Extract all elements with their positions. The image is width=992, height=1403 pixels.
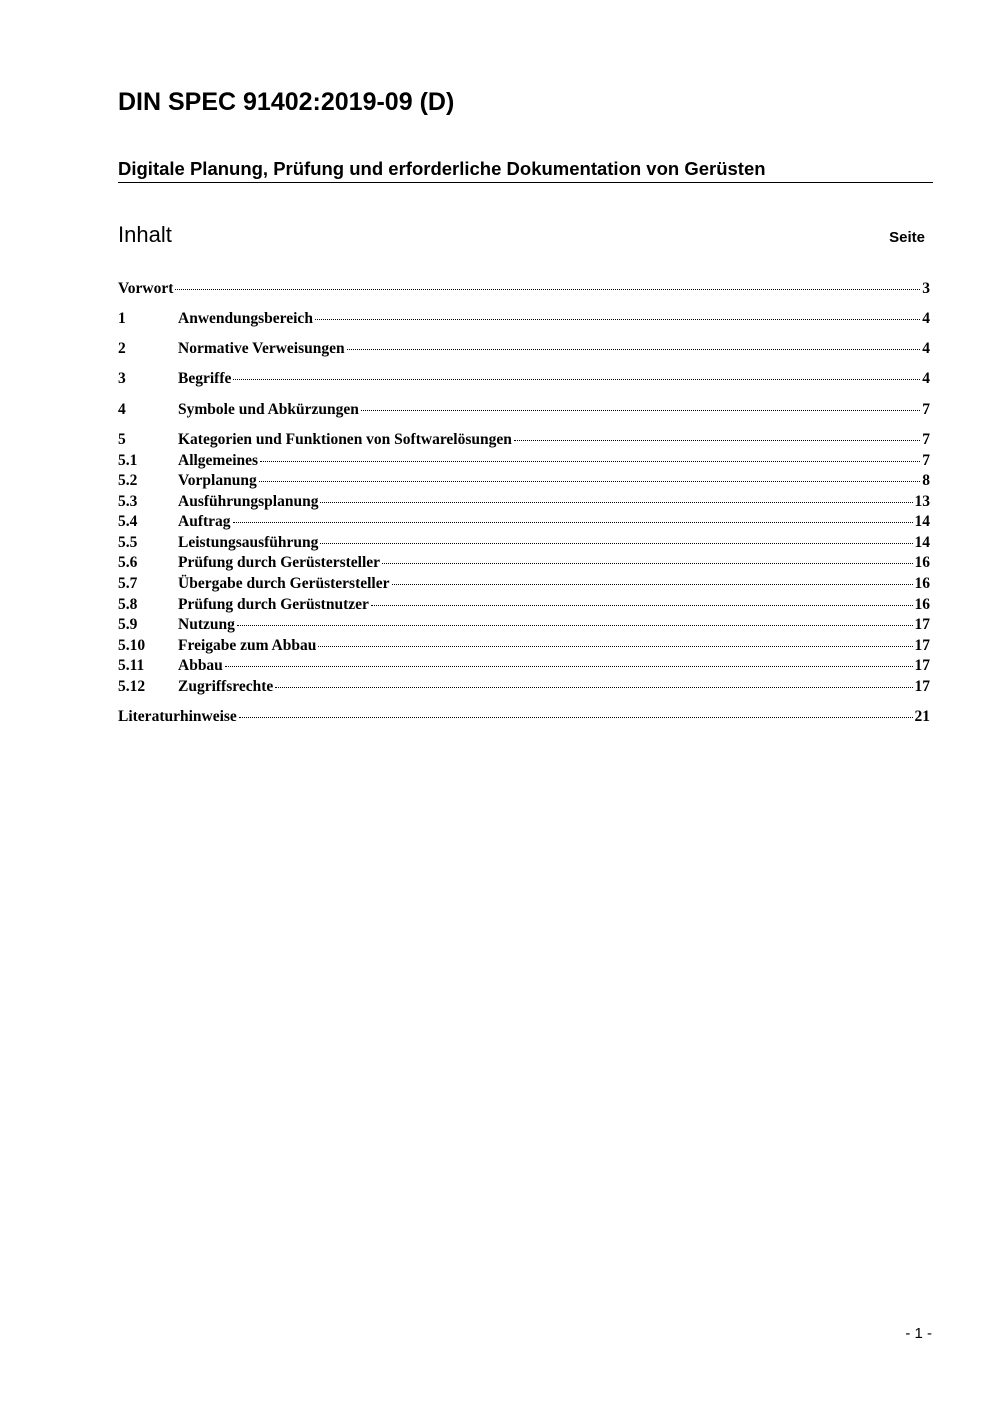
toc-entry-title: Nutzung bbox=[178, 616, 235, 633]
toc-heading: Inhalt bbox=[118, 222, 172, 247]
toc-entry-vorwort[interactable] bbox=[118, 280, 930, 300]
toc-entry-page: 17 bbox=[914, 616, 930, 633]
toc-entry-title: Übergabe durch Gerüstersteller bbox=[178, 575, 390, 592]
toc-entry-2[interactable] bbox=[118, 340, 930, 360]
toc-entry-title: Zugriffsrechte bbox=[178, 678, 274, 695]
dot-leader bbox=[260, 461, 920, 462]
dot-leader bbox=[237, 625, 913, 626]
dot-leader bbox=[259, 481, 921, 482]
toc-entry-number: 5.7 bbox=[118, 575, 138, 592]
toc-entry-number: 3 bbox=[118, 370, 126, 387]
toc-entry-number: 1 bbox=[118, 310, 126, 327]
dot-leader bbox=[233, 379, 920, 380]
toc-entry-page: 16 bbox=[914, 575, 930, 592]
dot-leader bbox=[392, 584, 913, 585]
toc-entry-title: Abbau bbox=[178, 657, 223, 674]
toc-entry-5-11[interactable] bbox=[118, 657, 930, 677]
dot-leader bbox=[320, 502, 912, 503]
toc-entry-title: Auftrag bbox=[178, 513, 231, 530]
toc-entry-title: Anwendungsbereich bbox=[178, 310, 313, 327]
toc-entry-page: 13 bbox=[914, 493, 930, 510]
dot-leader bbox=[318, 646, 912, 647]
toc-entry-title: Kategorien und Funktionen von Softwarelösungen bbox=[178, 431, 512, 448]
toc-entry-page: 14 bbox=[914, 534, 930, 551]
dot-leader bbox=[225, 666, 913, 667]
toc-entry-5-8[interactable] bbox=[118, 596, 930, 616]
toc-entry-page: 17 bbox=[914, 678, 930, 695]
toc-entry-page: 7 bbox=[922, 452, 930, 469]
toc-entry-title: Leistungsausführung bbox=[178, 534, 319, 551]
toc-entry-number: 5.12 bbox=[118, 678, 146, 695]
toc-entry-number: 5.11 bbox=[118, 657, 145, 674]
toc-entry-number: 5.3 bbox=[118, 493, 138, 510]
dot-leader bbox=[175, 289, 920, 290]
toc-entry-title: Vorplanung bbox=[178, 472, 257, 489]
toc-entry-page: 4 bbox=[922, 310, 930, 327]
toc-entry-page: 7 bbox=[922, 431, 930, 448]
toc-entry-number: 5.1 bbox=[118, 452, 138, 469]
toc-entry-literaturhinweise[interactable] bbox=[118, 708, 930, 728]
toc-entry-5-1[interactable] bbox=[118, 452, 930, 472]
dot-leader bbox=[361, 410, 920, 411]
dot-leader bbox=[239, 717, 913, 718]
toc-entry-5-5[interactable] bbox=[118, 534, 930, 554]
toc-entry-title: Symbole und Abkürzungen bbox=[178, 401, 359, 418]
toc-entry-5-7[interactable] bbox=[118, 575, 930, 595]
toc-entry-page: 17 bbox=[914, 637, 930, 654]
toc-entry-title: Normative Verweisungen bbox=[178, 340, 345, 357]
toc-entry-page: 7 bbox=[922, 401, 930, 418]
toc-entry-5-9[interactable] bbox=[118, 616, 930, 636]
toc-entry-number: 5.6 bbox=[118, 554, 138, 571]
page-column-label: Seite bbox=[889, 229, 925, 246]
dot-leader bbox=[315, 319, 920, 320]
page-number: - 1 - bbox=[905, 1325, 932, 1342]
toc-entry-5-2[interactable] bbox=[118, 472, 930, 492]
toc-entry-number: 5.8 bbox=[118, 596, 138, 613]
toc-entry-page: 4 bbox=[922, 340, 930, 357]
toc-entry-1[interactable] bbox=[118, 310, 930, 330]
dot-leader bbox=[275, 687, 912, 688]
toc-entry-title: Freigabe zum Abbau bbox=[178, 637, 317, 654]
toc-entry-page: 21 bbox=[914, 708, 930, 725]
toc-entry-page: 3 bbox=[922, 280, 930, 297]
toc-entry-number: 5.2 bbox=[118, 472, 138, 489]
dot-leader bbox=[371, 605, 913, 606]
document-subtitle: Digitale Planung, Prüfung und erforderliche Dokumentation von Gerüsten bbox=[118, 158, 933, 183]
dot-leader bbox=[233, 522, 913, 523]
toc-entry-number: 5.9 bbox=[118, 616, 138, 633]
toc-entry-title: Ausführungsplanung bbox=[178, 493, 319, 510]
dot-leader bbox=[320, 543, 912, 544]
document-id: DIN SPEC 91402:2019-09 (D) bbox=[118, 88, 455, 116]
toc-entry-number: 5.5 bbox=[118, 534, 138, 551]
toc-entry-5-10[interactable] bbox=[118, 637, 930, 657]
toc-entry-5-3[interactable] bbox=[118, 493, 930, 513]
dot-leader bbox=[382, 563, 912, 564]
toc-entry-5-12[interactable] bbox=[118, 678, 930, 698]
toc-entry-page: 4 bbox=[922, 370, 930, 387]
dot-leader bbox=[347, 349, 921, 350]
toc-entry-5-4[interactable] bbox=[118, 513, 930, 533]
toc-entry-page: 8 bbox=[922, 472, 930, 489]
toc-entry-title: Begriffe bbox=[178, 370, 232, 387]
toc-entry-number: 4 bbox=[118, 401, 126, 418]
toc-entry-3[interactable] bbox=[118, 370, 930, 390]
toc-entry-page: 14 bbox=[914, 513, 930, 530]
dot-leader bbox=[514, 440, 920, 441]
toc-entry-5[interactable] bbox=[118, 431, 930, 451]
toc-entry-number: 5.10 bbox=[118, 637, 146, 654]
toc-entry-number: 5.4 bbox=[118, 513, 138, 530]
toc-entry-page: 16 bbox=[914, 596, 930, 613]
toc-entry-page: 17 bbox=[914, 657, 930, 674]
toc-entry-number: 5 bbox=[118, 431, 126, 448]
toc-entry-4[interactable] bbox=[118, 401, 930, 421]
toc-entry-title: Allgemeines bbox=[178, 452, 259, 469]
toc-entry-title: Literaturhinweise bbox=[118, 708, 237, 725]
toc-entry-number: 2 bbox=[118, 340, 126, 357]
toc-entry-title: Prüfung durch Gerüstersteller bbox=[178, 554, 381, 571]
toc-entry-title: Vorwort bbox=[118, 280, 174, 297]
toc-entry-page: 16 bbox=[914, 554, 930, 571]
toc-entry-title: Prüfung durch Gerüstnutzer bbox=[178, 596, 369, 613]
toc-entry-5-6[interactable] bbox=[118, 554, 930, 574]
